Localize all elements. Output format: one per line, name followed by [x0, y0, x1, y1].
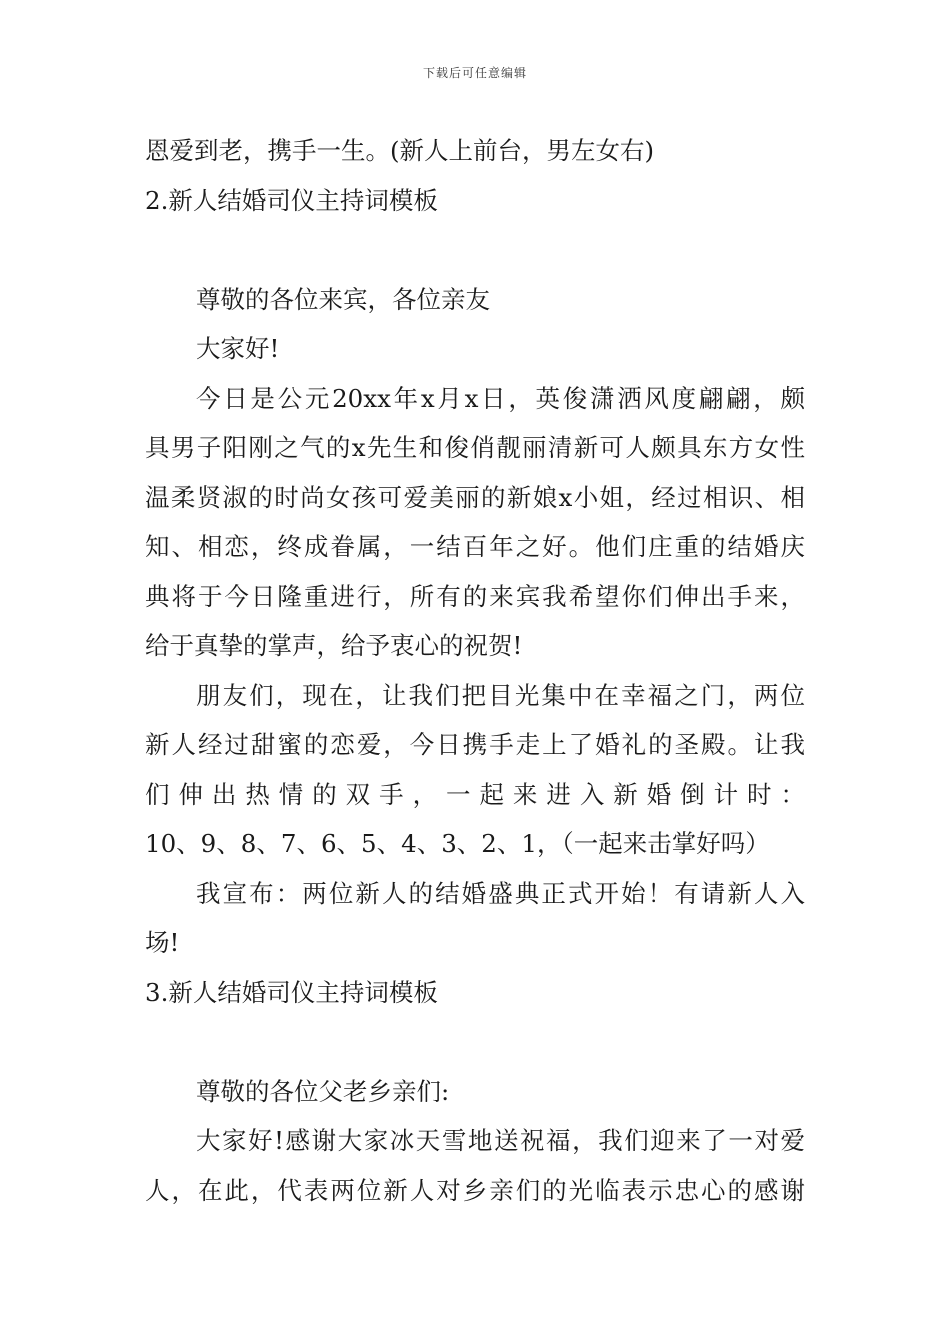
paragraph-line: 大家好!感谢大家冰天雪地送祝福，我们迎来了一对爱	[196, 1126, 805, 1155]
section-heading-2: 2.新人结婚司仪主持词模板	[145, 185, 438, 215]
blank-line	[145, 1017, 805, 1067]
paragraph-line: 场!	[145, 928, 180, 957]
section-heading-3: 3.新人结婚司仪主持词模板	[145, 977, 438, 1007]
document-body	[145, 126, 805, 1215]
paragraph-line: 我宣布：两位新人的结婚盛典正式开始！有请新人入	[196, 878, 805, 908]
salutation: 尊敬的各位来宾，各位亲友	[196, 284, 490, 314]
countdown-line: 10、9、8、7、6、5、4、3、2、1，（一起来击掌好吗）	[145, 829, 770, 858]
paragraph-line: 朋友们，现在，让我们把目光集中在幸福之门，两位	[196, 680, 805, 710]
text-line: 恩爱到老，携手一生。(新人上前台，男左女右)	[145, 136, 655, 165]
paragraph-line: 们伸出热情的双手，一起来进入新婚倒计时：	[145, 779, 805, 809]
paragraph-line: 具男子阳刚之气的x先生和俊俏靓丽清新可人颇具东方女性	[145, 433, 805, 462]
paragraph-line: 给于真挚的掌声，给予衷心的祝贺!	[145, 631, 523, 660]
salutation: 尊敬的各位父老乡亲们:	[196, 1076, 450, 1106]
paragraph-line: 今日是公元20xx年x月x日，英俊潇洒风度翩翩，颇	[196, 383, 805, 413]
blank-line	[145, 225, 805, 275]
paragraph-line: 典将于今日隆重进行，所有的来宾我希望你们伸出手来，	[145, 581, 805, 611]
header-note: 下载后可任意编辑	[422, 66, 527, 80]
paragraph-line: 新人经过甜蜜的恋爱，今日携手走上了婚礼的圣殿。让我	[145, 730, 805, 759]
paragraph-line: 温柔贤淑的时尚女孩可爱美丽的新娘x小姐，经过相识、相	[145, 482, 805, 512]
greeting: 大家好!	[196, 334, 280, 363]
paragraph-line: 人，在此，代表两位新人对乡亲们的光临表示忠心的感谢	[145, 1175, 805, 1205]
paragraph-line: 知、相恋，终成眷属，一结百年之好。他们庄重的结婚庆	[145, 532, 805, 561]
